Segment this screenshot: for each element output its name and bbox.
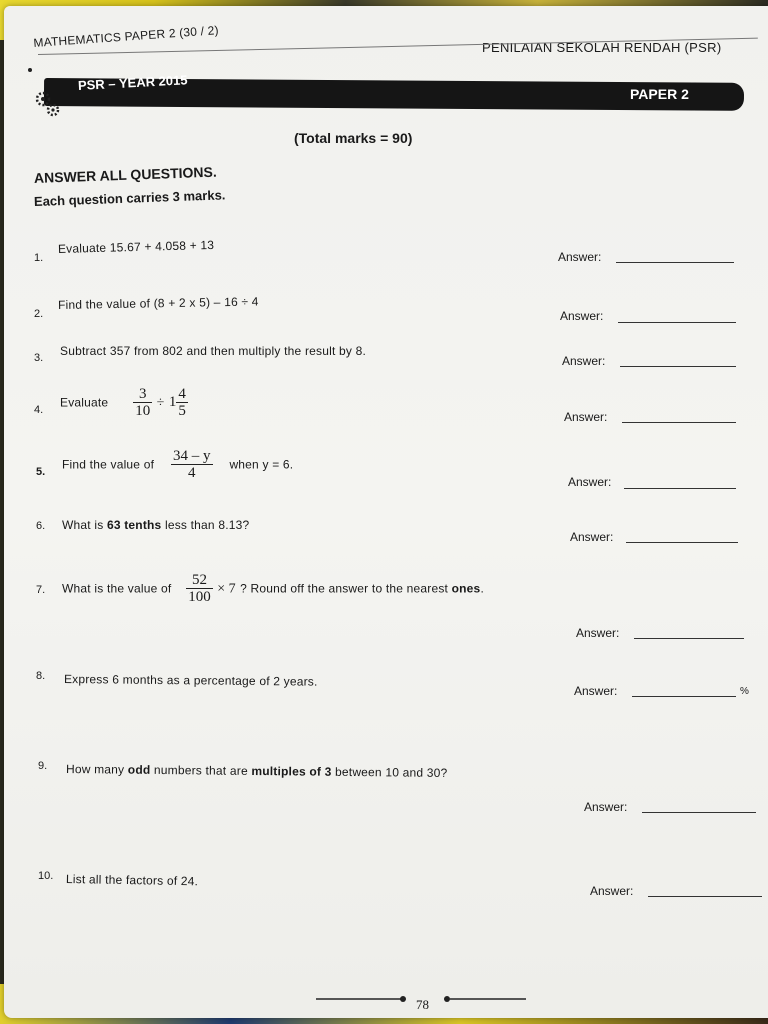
answer-label: Answer: (584, 800, 628, 814)
answer-label: Answer: (558, 250, 602, 264)
answer-line[interactable] (626, 542, 738, 543)
question-expression (62, 572, 484, 605)
question-text: Express 6 months as a percentage of 2 years. (63, 672, 318, 689)
fraction-denominator: 4 (188, 465, 196, 481)
question-text: Evaluate (60, 395, 109, 410)
fraction (176, 386, 188, 419)
header-bullet (28, 68, 32, 72)
instruction-marks: Each question carries 3 marks. (33, 187, 226, 209)
fraction-numerator: 52 (186, 572, 213, 589)
question-number: 6. (36, 520, 46, 532)
gear-icon (32, 88, 64, 120)
footer-dot (400, 996, 406, 1002)
question-text: What is 63 tenths less than 8.13? (62, 518, 250, 532)
footer-rule-right (450, 998, 526, 1000)
fraction (171, 448, 213, 481)
fraction-numerator: 4 (178, 386, 186, 402)
question-number: 7. (36, 584, 46, 596)
question-text: List all the factors of 24. (65, 872, 199, 889)
fraction (133, 386, 152, 419)
answer-label: Answer: (590, 884, 634, 898)
question-text-instruction: ? Round off the answer to the nearest ones. (240, 581, 484, 596)
answer-line[interactable] (620, 366, 736, 367)
question-expression (62, 448, 293, 481)
answer-label: Answer: (564, 410, 608, 424)
exam-page (4, 6, 768, 1018)
banner-paper: PAPER 2 (630, 86, 689, 102)
answer-line[interactable] (634, 638, 744, 639)
fraction-numerator: 3 (133, 386, 152, 403)
instruction-heading: ANSWER ALL QUESTIONS. (33, 163, 217, 186)
question-number: 2. (34, 308, 44, 320)
question-number: 4. (34, 404, 44, 416)
answer-label: Answer: (568, 475, 612, 489)
question-expression (60, 386, 188, 419)
header-subject: MATHEMATICS PAPER 2 (30 / 2) (33, 23, 220, 50)
question-number: 5. (36, 466, 46, 478)
fraction-denominator: 10 (135, 403, 151, 419)
question-number: 1. (34, 252, 44, 264)
mixed-number-whole: 1 (168, 394, 177, 410)
answer-line[interactable] (624, 488, 736, 489)
question-number: 3. (34, 352, 44, 364)
total-marks: (Total marks = 90) (294, 130, 413, 146)
question-text: What is the value of (62, 581, 172, 596)
answer-line[interactable] (616, 262, 734, 263)
question-number: 8. (36, 670, 46, 682)
percent-sign: % (740, 686, 749, 697)
multiply-expression: × 7 (217, 581, 236, 597)
answer-line[interactable] (618, 322, 736, 323)
division-operator: ÷ (156, 395, 165, 411)
question-number: 9. (38, 760, 48, 772)
answer-label: Answer: (574, 684, 618, 698)
fraction-numerator: 34 – y (173, 448, 211, 464)
answer-label: Answer: (562, 354, 606, 368)
answer-line[interactable] (648, 896, 762, 897)
fraction (186, 572, 213, 605)
question-text: Evaluate 15.67 + 4.058 + 13 (57, 237, 215, 256)
answer-line[interactable] (622, 422, 736, 423)
question-text: How many odd numbers that are multiples of 3 between 10 and 30? (65, 762, 448, 780)
answer-line[interactable] (632, 696, 736, 697)
question-text: Find the value of (8 + 2 x 5) – 16 ÷ 4 (57, 294, 259, 312)
answer-line[interactable] (642, 812, 756, 813)
answer-label: Answer: (570, 530, 614, 544)
page-number: 78 (416, 997, 429, 1012)
footer-rule-left (316, 998, 402, 1000)
banner-year: PSR – YEAR 2015 (77, 72, 188, 93)
question-text: Find the value of (62, 457, 155, 472)
answer-label: Answer: (576, 626, 620, 640)
header-exam-name: PENILAIAN SEKOLAH RENDAH (PSR) (482, 40, 722, 55)
question-text: Subtract 357 from 802 and then multiply the result by 8. (60, 344, 367, 358)
fraction-denominator: 100 (188, 589, 211, 605)
fraction-denominator: 5 (178, 403, 186, 419)
question-number: 10. (38, 870, 54, 882)
question-text-condition: when y = 6. (229, 457, 294, 472)
answer-label: Answer: (560, 309, 604, 323)
